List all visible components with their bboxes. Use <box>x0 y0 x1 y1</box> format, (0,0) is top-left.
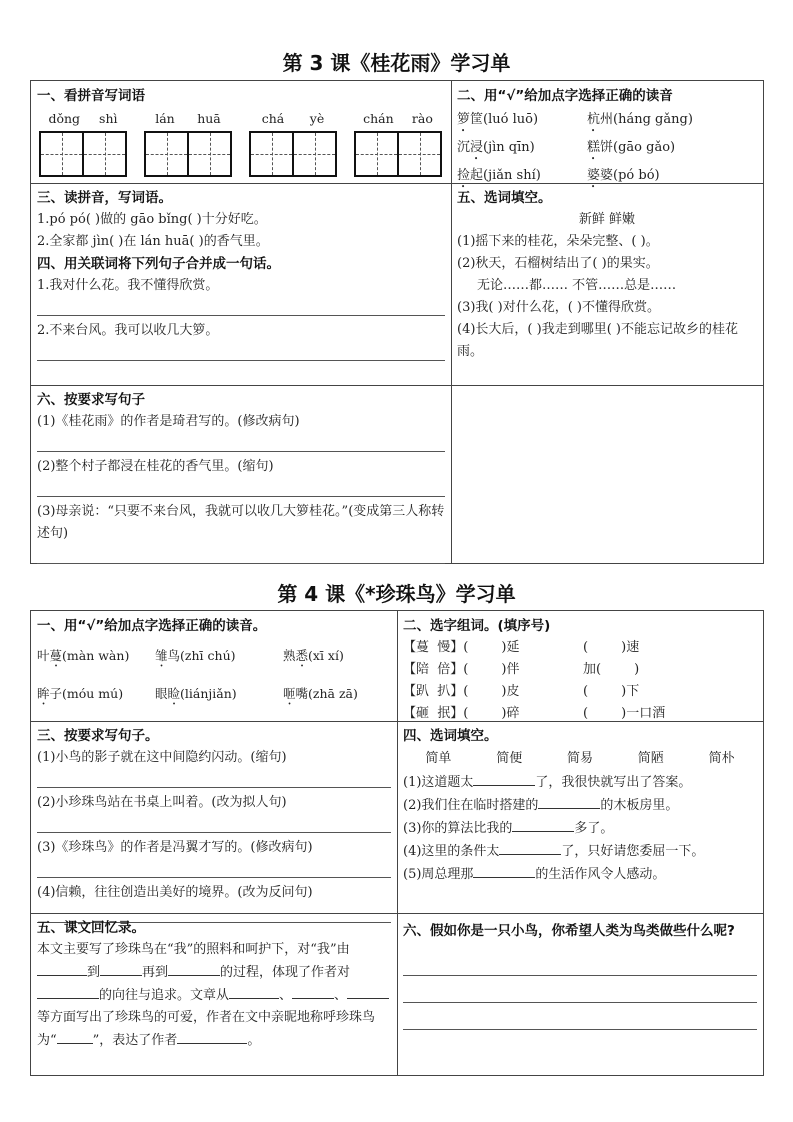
choice-left: 【趴 扒】( )皮 <box>403 684 520 699</box>
fill-question <box>403 794 757 817</box>
section-write-sentences <box>31 721 397 913</box>
question-text: (3)你的算法比我的 <box>403 821 513 836</box>
pinyin-syllable: dǒng <box>48 111 81 126</box>
pinyin-options: (pó bó) <box>613 168 660 183</box>
word-part: 眼 <box>155 686 168 701</box>
pinyin-options: (zhī chú) <box>180 648 236 663</box>
writing-square[interactable] <box>146 133 189 175</box>
dotted-character: 睑 <box>167 686 181 701</box>
writing-square[interactable] <box>294 133 335 175</box>
question-text: 2.全家都 jìn( )在 lán huā( )的香气里。 <box>37 234 269 249</box>
section-pronunciation <box>31 611 397 721</box>
dotted-character: 咂 <box>283 686 296 701</box>
word-part: 熟 <box>283 648 296 663</box>
fill-question <box>403 771 757 794</box>
question-text: 的生活作风令人感动。 <box>535 867 666 882</box>
fill-blank[interactable] <box>292 984 334 999</box>
question-text: (2)秋天，石榴树结出了( )的果实。 <box>457 256 659 271</box>
question-text: 了，只好请您委屈一下。 <box>561 844 705 859</box>
recall-text: 本文主要写了珍珠鸟在“我”的照料和呵护下，对“我”由 <box>37 942 350 957</box>
answer-line[interactable] <box>37 769 391 788</box>
word-choices: 无论……都…… 不管……总是…… <box>477 278 677 293</box>
pinyin-options: (zhā zā) <box>308 686 358 701</box>
pinyin-options: (gāo gǎo) <box>613 140 676 155</box>
section-choose-characters <box>397 611 763 721</box>
character-choice-row <box>403 681 757 703</box>
answer-line[interactable] <box>37 859 391 878</box>
question-text: (2)小珍珠鸟站在书桌上叫着。(改为拟人句) <box>37 795 287 810</box>
question-text: (1)《桂花雨》的作者是琦君写的。(修改病句) <box>37 414 300 429</box>
section-heading: 一、用“√”给加点字选择正确的读音。 <box>37 618 267 634</box>
question-text: 1.pó pó( )做的 gāo bǐng( )十分好吃。 <box>37 212 267 227</box>
question-text: (2)我们住在临时搭建的 <box>403 798 539 813</box>
choice-right: ( )下 <box>583 684 640 699</box>
writing-square[interactable] <box>356 133 399 175</box>
pinyin-syllable: rào <box>411 111 433 126</box>
answer-line[interactable] <box>37 545 445 564</box>
recall-text: 再到 <box>142 965 169 980</box>
question-text: (2)整个村子都浸在桂花的香气里。(缩句) <box>37 459 274 474</box>
pronunciation-item[interactable] <box>587 107 757 135</box>
writing-square[interactable] <box>189 133 230 175</box>
dotted-character: 捡 <box>457 168 471 183</box>
fill-question <box>403 840 757 863</box>
section-read-pinyin <box>31 183 451 385</box>
choice-right: ( )一口酒 <box>583 706 666 721</box>
pinyin-label <box>249 111 337 131</box>
word-part: 州 <box>600 112 614 127</box>
writing-grid <box>144 131 232 177</box>
fill-blank[interactable] <box>473 771 535 786</box>
recall-paragraph <box>37 939 391 1052</box>
section-heading: 二、用“√”给加点字选择正确的读音 <box>457 88 673 104</box>
word-choice: 简易 <box>566 751 593 766</box>
pronunciation-item[interactable] <box>283 637 393 675</box>
question-text: 的木板房里。 <box>600 798 679 813</box>
pinyin-syllable: huā <box>197 111 221 126</box>
question-text: (1)小鸟的影子就在这中间隐约闪动。(缩句) <box>37 750 287 765</box>
character-choice-row <box>403 659 757 681</box>
pinyin-word-group <box>144 111 232 177</box>
choice-left: 【砸 抿】( )碎 <box>403 706 520 721</box>
pinyin-syllable: chán <box>363 111 394 126</box>
pronunciation-item[interactable] <box>155 637 283 675</box>
pinyin-syllable: yè <box>309 111 325 126</box>
fill-blank[interactable] <box>168 961 220 976</box>
fill-blank[interactable] <box>100 961 142 976</box>
recall-text: 。 <box>247 1033 261 1048</box>
pinyin-options: (màn wàn) <box>62 648 130 663</box>
word-part: 婆 <box>600 168 614 183</box>
pinyin-options: (háng gǎng) <box>613 112 693 127</box>
question-text: (3)母亲说：“只要不来台风，我就可以收几大箩桂花。”(变成第三人称转述句) <box>37 504 445 541</box>
question-text: 了，我很快就写出了答案。 <box>535 775 692 790</box>
answer-line[interactable] <box>37 342 445 361</box>
writing-grid <box>354 131 442 177</box>
fill-blank[interactable] <box>499 840 561 855</box>
section-heading: 二、选字组词。(填序号) <box>403 618 551 634</box>
dotted-character: 雏 <box>155 648 168 663</box>
word-part: 子 <box>49 686 63 701</box>
pinyin-syllable: lán <box>155 111 175 126</box>
word-choice: 简陋 <box>637 751 664 766</box>
character-choice-row <box>403 637 757 659</box>
question-text: 1.我对什么花。我不懂得欣赏。 <box>37 278 219 293</box>
section-pronunciation <box>451 81 763 183</box>
section-heading: 五、选词填空。 <box>457 190 552 206</box>
section-heading: 三、读拼音，写词语。 <box>37 190 172 206</box>
section-heading: 四、用关联词将下列句子合并成一句话。 <box>37 256 280 272</box>
section-fill-words <box>451 183 763 385</box>
pinyin-syllable: chá <box>261 111 285 126</box>
fill-blank[interactable] <box>57 1029 93 1044</box>
lesson4-title: 第 4 课《*珍珠鸟》学习单 <box>277 582 516 606</box>
recall-text: 等方面写出了珍珠鸟的可爱，作者在文中亲昵地称呼珍珠鸟为“ <box>37 1010 376 1048</box>
pronunciation-item[interactable] <box>37 637 155 675</box>
pinyin-label <box>354 111 442 131</box>
word-part: 饼 <box>600 140 614 155</box>
pinyin-word-group <box>39 111 127 177</box>
question-text: (3)《珍珠鸟》的作者是冯翼才写的。(修改病句) <box>37 840 313 855</box>
section-pinyin-words <box>31 81 451 183</box>
lesson4-table <box>30 610 764 1076</box>
word-choice: 简便 <box>496 751 523 766</box>
choice-left: 【陪 倍】( )伴 <box>403 662 520 677</box>
pinyin-label <box>144 111 232 131</box>
recall-text: 到 <box>87 965 101 980</box>
fill-blank[interactable] <box>473 863 535 878</box>
pinyin-word-group <box>354 111 442 177</box>
pinyin-word-group <box>249 111 337 177</box>
fill-question <box>403 817 757 840</box>
question-text: (1)这道题太 <box>403 775 474 790</box>
recall-text: 、 <box>334 988 348 1003</box>
recall-text: 的向往与追求。文章从 <box>99 988 230 1003</box>
pinyin-syllable: shì <box>99 111 118 126</box>
answer-line[interactable] <box>37 433 445 452</box>
question-text: (3)我( )对什么花，( )不懂得欣赏。 <box>457 300 660 315</box>
dotted-character: 眸 <box>37 686 50 701</box>
section-write-sentences <box>31 385 451 563</box>
question-text: (4)这里的条件太 <box>403 844 500 859</box>
choice-right: ( )速 <box>583 640 640 655</box>
section-open-question <box>397 913 763 1075</box>
question-text: (1)摇下来的桂花，朵朵完整、( )。 <box>457 234 659 249</box>
word-part: 鸟 <box>167 648 181 663</box>
section-heading: 五、课文回忆录。 <box>37 920 145 936</box>
dotted-character: 糕 <box>587 140 601 155</box>
section-text-recall <box>31 913 397 1075</box>
pronunciation-item[interactable] <box>155 675 283 713</box>
recall-text: 、 <box>279 988 293 1003</box>
lesson3-table <box>30 80 764 564</box>
word-part: 筐 <box>470 112 484 127</box>
section-heading: 六、假如你是一只小鸟，你希望人类为鸟类做些什么呢? <box>403 923 735 939</box>
writing-square[interactable] <box>399 133 440 175</box>
fill-blank[interactable] <box>37 961 87 976</box>
answer-line[interactable] <box>37 478 445 497</box>
word-part: 嘴 <box>295 686 309 701</box>
answer-line[interactable] <box>403 980 757 1003</box>
lesson3-title: 第 3 课《桂花雨》学习单 <box>282 51 511 75</box>
dotted-character: 婆 <box>587 168 601 183</box>
fill-blank[interactable] <box>512 817 574 832</box>
pinyin-options: (jìn qīn) <box>483 140 535 155</box>
dotted-character: 杭 <box>587 112 601 127</box>
question-text: 2.不来台风。我可以收几大箩。 <box>37 323 219 338</box>
word-part: 叶 <box>37 648 50 663</box>
word-part: 起 <box>470 168 484 183</box>
answer-line[interactable] <box>403 953 757 976</box>
section-fill-words <box>397 721 763 913</box>
fill-blank[interactable] <box>229 984 279 999</box>
recall-text: 的过程，体现了作者对 <box>220 965 351 980</box>
choice-right: 加( ) <box>583 662 640 677</box>
pronunciation-item[interactable] <box>283 675 393 713</box>
fill-blank[interactable] <box>538 794 600 809</box>
dotted-character: 悉 <box>295 648 309 663</box>
pinyin-options: (móu mú) <box>62 686 124 701</box>
question-text: (4)长大后，( )我走到哪里( )不能忘记故乡的桂花雨。 <box>457 322 738 359</box>
section-heading: 四、选词填空。 <box>403 728 498 744</box>
pinyin-options: (jiǎn shí) <box>483 168 541 183</box>
word-choice: 简单 <box>425 751 452 766</box>
word-choice: 简朴 <box>708 751 735 766</box>
pinyin-options: (xī xí) <box>308 648 344 663</box>
section-heading: 三、按要求写句子。 <box>37 728 159 744</box>
pronunciation-item[interactable] <box>457 135 587 163</box>
dotted-character: 浸 <box>470 140 484 155</box>
question-text: (4)信赖，往往创造出美好的境界。(改为反问句) <box>37 885 313 900</box>
dotted-character: 箩 <box>457 112 471 127</box>
pronunciation-item[interactable] <box>37 675 155 713</box>
pronunciation-item[interactable] <box>457 107 587 135</box>
answer-line[interactable] <box>37 297 445 316</box>
pinyin-options: (liánjiǎn) <box>180 686 237 701</box>
writing-grid <box>249 131 337 177</box>
pinyin-label <box>39 111 127 131</box>
fill-blank[interactable] <box>347 984 389 999</box>
question-text: (5)周总理那 <box>403 867 474 882</box>
choice-left: 【蔓 慢】( )延 <box>403 640 520 655</box>
recall-text: ”，表达了作者 <box>92 1033 178 1048</box>
pronunciation-item[interactable] <box>587 135 757 163</box>
word-choices: 新鲜 鲜嫩 <box>578 212 636 227</box>
writing-square[interactable] <box>41 133 84 175</box>
section-heading: 一、看拼音写词语 <box>37 88 145 104</box>
question-text: 多了。 <box>574 821 614 836</box>
fill-blank[interactable] <box>177 1029 247 1044</box>
section-heading: 六、按要求写句子 <box>37 392 145 408</box>
writing-square[interactable] <box>251 133 294 175</box>
writing-square[interactable] <box>84 133 125 175</box>
word-part: 沉 <box>457 140 471 155</box>
pinyin-options: (luó luō) <box>483 112 539 127</box>
answer-line[interactable] <box>403 1007 757 1030</box>
fill-question <box>403 863 757 886</box>
dotted-character: 蔓 <box>49 648 63 663</box>
writing-grid <box>39 131 127 177</box>
answer-line[interactable] <box>37 814 391 833</box>
fill-blank[interactable] <box>37 984 99 999</box>
